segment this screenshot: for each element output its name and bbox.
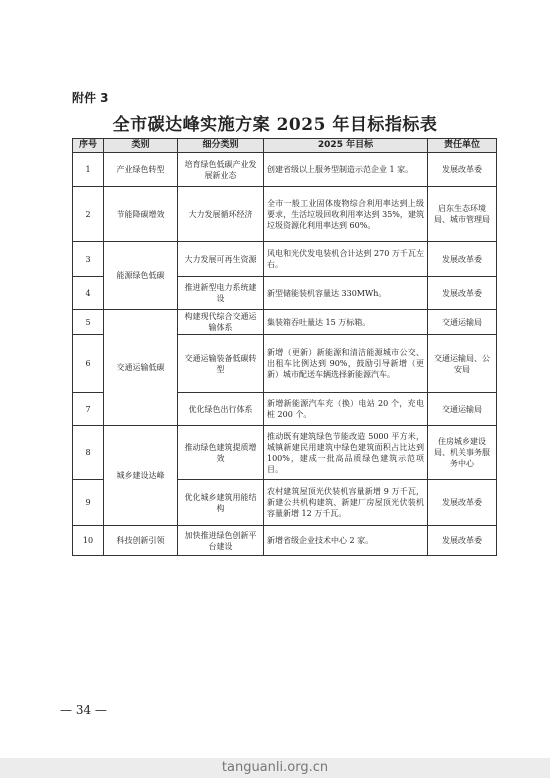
table-row bbox=[73, 187, 497, 242]
row-target: 新增新能源汽车充（换）电站 20 个，充电桩 200 个。 bbox=[264, 393, 428, 426]
row-unit: 交通运输局、公安局 bbox=[428, 335, 497, 393]
row-target: 创建省级以上服务型制造示范企业 1 家。 bbox=[264, 153, 428, 187]
targets-table bbox=[72, 138, 497, 556]
header-target: 2025 年目标 bbox=[264, 139, 428, 153]
table-row bbox=[73, 426, 497, 480]
watermark: tanguanli.org.cn bbox=[0, 758, 550, 778]
row-target: 集装箱吞吐量达 15 万标箱。 bbox=[264, 310, 428, 335]
row-subcategory: 优化绿色出行体系 bbox=[178, 393, 264, 426]
row-target: 新增（更新）新能源和清洁能源城市公交、出租车比例达到 90%，鼓励引导新增（更新）城市配送车辆选择新能源汽车。 bbox=[264, 335, 428, 393]
row-subcategory: 大力发展可再生资源 bbox=[178, 242, 264, 277]
row-category: 产业绿色转型 bbox=[104, 153, 178, 187]
row-unit: 交通运输局 bbox=[428, 393, 497, 426]
row-subcategory: 大力发展循环经济 bbox=[178, 187, 264, 242]
row-category: 节能降碳增效 bbox=[104, 187, 178, 242]
row-no: 7 bbox=[73, 393, 104, 426]
table-row bbox=[73, 310, 497, 335]
row-subcategory: 培育绿色低碳产业发展新业态 bbox=[178, 153, 264, 187]
row-no: 6 bbox=[73, 335, 104, 393]
row-category: 城乡建设达峰 bbox=[104, 426, 178, 526]
row-unit: 发展改革委 bbox=[428, 242, 497, 277]
header-category: 类别 bbox=[104, 139, 178, 153]
row-no: 1 bbox=[73, 153, 104, 187]
page-title: 全市碳达峰实施方案 2025 年目标指标表 bbox=[112, 115, 438, 135]
row-category: 能源绿色低碳 bbox=[104, 242, 178, 310]
row-no: 5 bbox=[73, 310, 104, 335]
row-unit: 启东生态环境局、城市管理局 bbox=[428, 187, 497, 242]
row-target: 新增省级企业技术中心 2 家。 bbox=[264, 526, 428, 556]
table-header-row bbox=[73, 139, 497, 153]
row-no: 4 bbox=[73, 277, 104, 310]
header-responsible-unit: 责任单位 bbox=[428, 139, 497, 153]
row-subcategory: 交通运输装备低碳转型 bbox=[178, 335, 264, 393]
row-subcategory: 优化城乡建筑用能结构 bbox=[178, 480, 264, 526]
row-unit: 发展改革委 bbox=[428, 526, 497, 556]
row-subcategory: 构建现代综合交通运输体系 bbox=[178, 310, 264, 335]
row-unit: 住房城乡建设局、机关事务服务中心 bbox=[428, 426, 497, 480]
row-target: 农村建筑屋顶光伏装机容量新增 9 万千瓦，新建公共机构建筑、新建厂房屋顶光伏装机容量新增 12 万千瓦。 bbox=[264, 480, 428, 526]
row-no: 2 bbox=[73, 187, 104, 242]
row-category: 交通运输低碳 bbox=[104, 310, 178, 426]
row-subcategory: 加快推进绿色创新平台建设 bbox=[178, 526, 264, 556]
row-target: 新型储能装机容量达 330MWh。 bbox=[264, 277, 428, 310]
row-category: 科技创新引领 bbox=[104, 526, 178, 556]
row-unit: 发展改革委 bbox=[428, 480, 497, 526]
row-no: 10 bbox=[73, 526, 104, 556]
page-number: — 34 — bbox=[60, 703, 107, 717]
table-row bbox=[73, 242, 497, 277]
row-unit: 发展改革委 bbox=[428, 277, 497, 310]
row-no: 8 bbox=[73, 426, 104, 480]
row-no: 9 bbox=[73, 480, 104, 526]
row-no: 3 bbox=[73, 242, 104, 277]
header-no: 序号 bbox=[73, 139, 104, 153]
row-target: 推动既有建筑绿色节能改造 5000 平方米，城镇新建民用建筑中绿色建筑面积占比达到 100%，建成一批高品质绿色建筑示范项目。 bbox=[264, 426, 428, 480]
attachment-label: 附件 3 bbox=[72, 91, 109, 105]
row-subcategory: 推进新型电力系统建设 bbox=[178, 277, 264, 310]
table-row bbox=[73, 526, 497, 556]
row-target: 全市一般工业固体废物综合利用率达到上级要求，生活垃圾回收利用率达到 35%，建筑垃圾资源化利用率达到 60%。 bbox=[264, 187, 428, 242]
row-unit: 交通运输局 bbox=[428, 310, 497, 335]
row-subcategory: 推动绿色建筑提质增效 bbox=[178, 426, 264, 480]
table-row bbox=[73, 153, 497, 187]
row-target: 风电和光伏发电装机合计达到 270 万千瓦左右。 bbox=[264, 242, 428, 277]
header-subcategory: 细分类别 bbox=[178, 139, 264, 153]
row-unit: 发展改革委 bbox=[428, 153, 497, 187]
